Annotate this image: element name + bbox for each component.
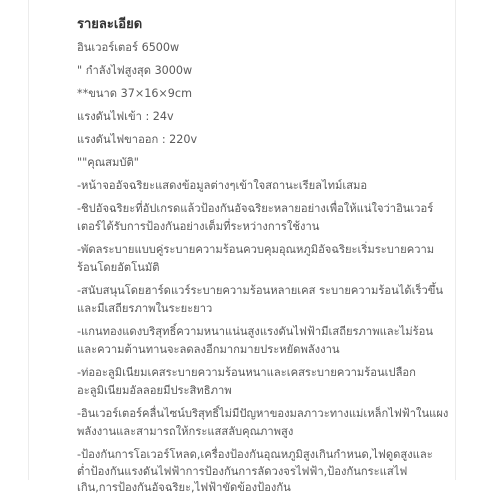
detail-line: เกิน,การป้องกันอัจฉริยะ,ไฟฟ้าขัดข้องป้องกัน [77,481,291,494]
detail-line: พลังงานและสามารถให้กระแสสลับคุณภาพสูง [77,425,294,438]
detail-line: -ท่ออะลูมิเนียมเคสระบายความร้อนหนาและเคสระบายความร้อนเปลือก [77,366,416,379]
detail-line: -ชิปอัจฉริยะที่อัปเกรดแล้วป้องกันอัจฉริยะหลายอย่างเพื่อให้แน่ใจว่าอินเวอร์ [77,202,434,215]
section-title: รายละเอียด [77,17,143,32]
detail-line: ""คุณสมบัติ" [77,156,139,169]
detail-line: และมีเสถียรภาพในระยะยาว [77,302,213,315]
detail-line: -แกนทองแดงบริสุทธิ์ความหนาแน่นสูงแรงดันไฟฟ้ามีเสถียรภาพและไม่ร้อน [77,325,434,338]
detail-line: แรงดันไฟขาออก : 220v [77,133,198,146]
detail-line: -หน้าจออัจฉริยะแสดงข้อมูลต่างๆเข้าใจสถานะเรียลไทม์เสมอ [77,179,368,192]
left-divider [28,0,29,480]
detail-line: ต่ำป้องกันแรงดันไฟฟ้าการป้องกันการลัดวงจรไฟฟ้า,ป้องกันกระแสไฟ [77,465,408,478]
detail-line: เตอร์ได้รับการป้องกันอย่างเต็มที่ระหว่างการใช้งาน [77,220,320,233]
right-divider [455,0,456,480]
detail-line: อะลูมิเนียมอัลลอยมีประสิทธิภาพ [77,384,232,397]
detail-line: อินเวอร์เตอร์ 6500w [77,41,180,54]
detail-line: " กำลังไฟสูงสุด 3000w [77,64,193,77]
detail-line: และความต้านทานจะลดลงอีกมากมายประหยัดพลังงาน [77,343,340,356]
detail-line: -สนับสนุนโดยฮาร์ดแวร์ระบายความร้อนหลายเคส ระบายความร้อนได้เร็วขึ้น [77,284,444,297]
detail-line: -ป้องกันการโอเวอร์โหลด,เครื่องป้องกันอุณหภูมิสูงเกินกำหนด,ไฟดูดสูงและ [77,448,433,461]
detail-line: แรงดันไฟเข้า : 24v [77,110,174,123]
detail-line: -พัดลระบายแบบคู่ระบายความร้อนควบคุมอุณหภูมิอัจฉริยะเริ่มระบายความ [77,243,435,256]
detail-line: ร้อนโดยอัตโนมัติ [77,261,160,274]
detail-line: -อินเวอร์เตอร์คลื่นไซน์บริสุทธิ์ไม่มีปัญหาของมลภาวะทางแม่เหล็กไฟฟ้าในแผง [77,407,449,420]
detail-line: **ขนาด 37×16×9cm [77,87,192,100]
